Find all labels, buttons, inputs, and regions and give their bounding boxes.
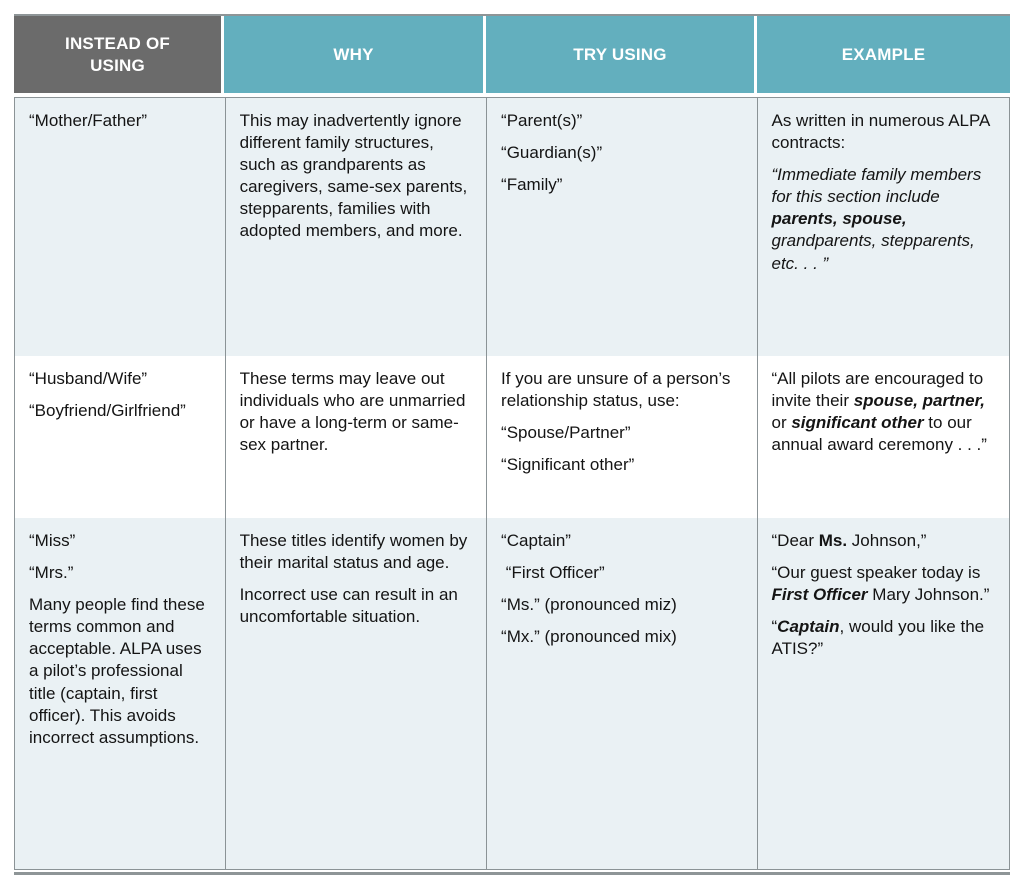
text-span: These titles identify women by their marital status and age.: [239, 531, 473, 573]
text-span: Ms.: [818, 531, 848, 550]
table-row: [15, 356, 1009, 518]
table-cell: [225, 98, 486, 356]
header-label: TRY USING: [573, 44, 667, 64]
text-span: “Captain”: [501, 531, 571, 550]
text-span: or: [771, 391, 990, 433]
text-span: “Our guest speaker today is: [771, 563, 986, 583]
text-span: “Husband/Wife”: [29, 369, 148, 388]
table-cell: [225, 356, 486, 518]
cell-paragraph: [29, 400, 213, 422]
cell-paragraph: [29, 530, 213, 552]
cell-paragraph: [501, 174, 744, 196]
header-cell-why: [224, 16, 486, 93]
text-span: “Immediate family members for this section include: [771, 165, 986, 207]
table-cell: [15, 356, 225, 518]
table-cell: [486, 518, 756, 869]
cell-paragraph: [501, 454, 744, 476]
cell-paragraph: [501, 530, 744, 552]
text-span: “Parent(s)”: [501, 111, 583, 130]
cell-paragraph: [29, 110, 213, 132]
cell-paragraph: [772, 110, 998, 154]
text-span: Many people find these terms common and acceptable. ALPA uses a pilot’s professional title (captain, first officer). This avoids incorrect assumptions.: [29, 595, 210, 747]
cell-paragraph: [29, 594, 213, 749]
header-label: INSTEAD OF USING: [65, 34, 170, 75]
text-span: “Guardian(s)”: [501, 143, 603, 163]
text-span: , would you like the ATIS?”: [771, 617, 988, 659]
text-span: Johnson,”: [847, 531, 927, 550]
table-header-row: [14, 14, 1010, 93]
text-span: grandparents, stepparents, etc. . . ”: [771, 209, 980, 273]
text-span: “Family”: [501, 175, 563, 195]
table-cell: [225, 518, 486, 869]
table-cell: [757, 518, 1010, 869]
table-body: [14, 97, 1010, 870]
table-bottom-rule: [14, 872, 1010, 875]
cell-paragraph: [240, 530, 474, 574]
text-span: parents, spouse,: [771, 209, 907, 229]
text-span: This may inadvertently ignore different family structures, such as grandparents as caregivers, same-sex parents, stepparents, families with adopted members, and more.: [239, 111, 473, 241]
cell-paragraph: [240, 110, 474, 243]
cell-paragraph: [501, 422, 744, 444]
cell-paragraph: [501, 142, 744, 164]
text-span: “Miss”: [29, 531, 76, 550]
cell-paragraph: [772, 368, 998, 456]
text-span: These terms may leave out individuals who are unmarried or have a long-term or same-sex partner.: [239, 369, 471, 455]
text-span: spouse, partner,: [853, 391, 986, 411]
cell-paragraph: [29, 562, 213, 584]
text-span: “Mx.” (pronounced mix): [501, 627, 677, 647]
table-cell: [757, 356, 1010, 518]
text-span: “: [771, 617, 778, 637]
text-span: If you are unsure of a person’s relationship status, use:: [501, 369, 736, 411]
text-span: “Significant other”: [501, 455, 635, 475]
text-span: “Ms.” (pronounced miz): [501, 595, 677, 615]
inclusive-language-table: [14, 14, 1010, 875]
cell-paragraph: [240, 368, 474, 456]
cell-paragraph: [29, 368, 213, 390]
text-span: “Spouse/Partner”: [501, 423, 631, 443]
header-label: WHY: [333, 44, 374, 64]
table-cell: [486, 356, 756, 518]
table-cell: [15, 518, 225, 869]
text-span: to our annual award ceremony . . .”: [771, 413, 987, 455]
table-cell: [757, 98, 1010, 356]
cell-paragraph: [772, 616, 998, 660]
text-span: First Officer: [771, 585, 868, 605]
cell-paragraph: [772, 562, 998, 606]
cell-paragraph: [240, 584, 474, 628]
text-span: “Dear: [771, 531, 819, 550]
table-cell: [486, 98, 756, 356]
text-span: Mary Johnson.”: [867, 585, 990, 605]
header-cell-try-using: [486, 16, 757, 93]
header-cell-example: [757, 16, 1010, 93]
table-row: [15, 98, 1009, 356]
header-label: EXAMPLE: [841, 44, 926, 64]
table-row: [15, 518, 1009, 869]
text-span: “All pilots are encouraged to invite their: [771, 369, 988, 411]
text-span: “Mother/Father”: [29, 111, 148, 130]
cell-paragraph: [772, 530, 998, 552]
header-cell-instead-of-using: [14, 16, 224, 93]
table-cell: [15, 98, 225, 356]
cell-paragraph: [501, 594, 744, 616]
text-span: Incorrect use can result in an uncomfortable situation.: [239, 585, 463, 627]
text-span: significant other: [791, 413, 924, 433]
cell-paragraph: [501, 626, 744, 648]
text-span: “Mrs.”: [29, 563, 74, 583]
cell-paragraph: [501, 110, 744, 132]
text-span: “First Officer”: [501, 563, 605, 583]
cell-paragraph: [501, 562, 744, 584]
cell-paragraph: [501, 368, 744, 412]
cell-paragraph: [772, 164, 998, 274]
text-span: “Boyfriend/Girlfriend”: [29, 401, 186, 421]
text-span: Captain: [777, 617, 840, 637]
text-span: As written in numerous ALPA contracts:: [771, 111, 995, 153]
